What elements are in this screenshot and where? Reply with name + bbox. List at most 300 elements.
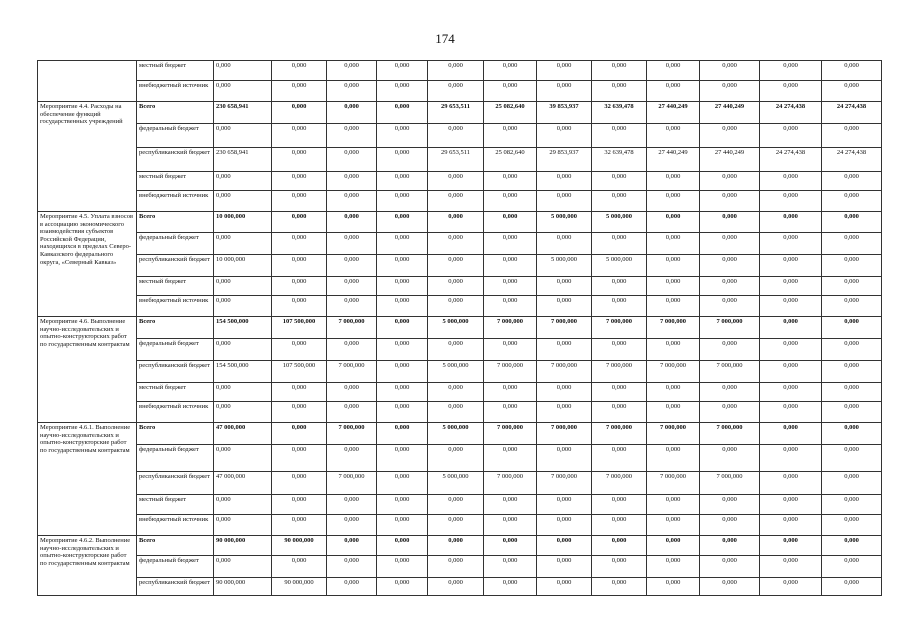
amount-cell: 107 500,000 xyxy=(272,317,327,339)
amount-cell: 0,000 xyxy=(377,255,428,277)
amount-cell: 0,000 xyxy=(647,578,700,596)
amount-cell: 90 000,000 xyxy=(214,578,272,596)
amount-cell: 0,000 xyxy=(822,172,882,191)
amount-cell: 0,000 xyxy=(428,578,484,596)
amount-cell: 7 000,000 xyxy=(537,423,592,445)
amount-cell: 0,000 xyxy=(760,124,822,148)
amount-cell: 0,000 xyxy=(377,81,428,102)
amount-cell: 0,000 xyxy=(700,233,760,255)
amount-cell: 24 274,438 xyxy=(822,102,882,124)
amount-cell: 0,000 xyxy=(377,578,428,596)
amount-cell: 0,000 xyxy=(272,495,327,515)
amount-cell: 0,000 xyxy=(377,423,428,445)
table-row xyxy=(38,277,882,296)
amount-cell: 0,000 xyxy=(428,212,484,233)
amount-cell: 0,000 xyxy=(700,277,760,296)
amount-cell: 0,000 xyxy=(272,61,327,81)
amount-cell: 0,000 xyxy=(537,536,592,556)
funding-source: внебюджетный источник xyxy=(137,402,214,423)
amount-cell: 0,000 xyxy=(822,402,882,423)
table-row xyxy=(38,402,882,423)
amount-cell: 5 000,000 xyxy=(428,472,484,495)
amount-cell: 0,000 xyxy=(822,556,882,578)
amount-cell: 0,000 xyxy=(537,515,592,536)
amount-cell: 0,000 xyxy=(327,172,377,191)
table-row xyxy=(38,423,882,445)
funding-source: республиканский бюджет xyxy=(137,255,214,277)
amount-cell: 0,000 xyxy=(537,445,592,472)
table-row xyxy=(38,296,882,317)
funding-source: Всего xyxy=(137,212,214,233)
amount-cell: 0,000 xyxy=(272,296,327,317)
table-row xyxy=(38,233,882,255)
funding-source: федеральный бюджет xyxy=(137,339,214,361)
amount-cell: 27 440,249 xyxy=(647,102,700,124)
amount-cell: 0,000 xyxy=(377,402,428,423)
amount-cell: 0,000 xyxy=(214,172,272,191)
amount-cell: 0,000 xyxy=(822,233,882,255)
amount-cell: 0,000 xyxy=(214,445,272,472)
table-row xyxy=(38,255,882,277)
funding-source: федеральный бюджет xyxy=(137,556,214,578)
amount-cell: 0,000 xyxy=(647,445,700,472)
amount-cell: 0,000 xyxy=(700,339,760,361)
amount-cell: 7 000,000 xyxy=(327,472,377,495)
amount-cell: 0,000 xyxy=(647,495,700,515)
amount-cell: 7 000,000 xyxy=(484,472,537,495)
amount-cell: 0,000 xyxy=(592,495,647,515)
amount-cell: 0,000 xyxy=(822,296,882,317)
amount-cell: 7 000,000 xyxy=(592,361,647,383)
amount-cell: 0,000 xyxy=(592,172,647,191)
amount-cell: 0,000 xyxy=(327,383,377,402)
amount-cell: 0,000 xyxy=(327,402,377,423)
amount-cell: 0,000 xyxy=(700,212,760,233)
amount-cell: 7 000,000 xyxy=(647,317,700,339)
funding-source: республиканский бюджет xyxy=(137,578,214,596)
table-row xyxy=(38,383,882,402)
amount-cell: 0,000 xyxy=(700,255,760,277)
amount-cell: 0,000 xyxy=(327,81,377,102)
amount-cell: 0,000 xyxy=(377,515,428,536)
amount-cell: 0,000 xyxy=(700,191,760,212)
funding-source: местный бюджет xyxy=(137,277,214,296)
amount-cell: 0,000 xyxy=(700,81,760,102)
funding-source: Всего xyxy=(137,423,214,445)
amount-cell: 0,000 xyxy=(214,296,272,317)
amount-cell: 0,000 xyxy=(428,445,484,472)
amount-cell: 5 000,000 xyxy=(428,423,484,445)
amount-cell: 0,000 xyxy=(272,472,327,495)
amount-cell: 0,000 xyxy=(760,402,822,423)
amount-cell: 0,000 xyxy=(272,339,327,361)
amount-cell: 154 500,000 xyxy=(214,361,272,383)
amount-cell: 0,000 xyxy=(377,556,428,578)
amount-cell: 0,000 xyxy=(484,402,537,423)
amount-cell: 0,000 xyxy=(377,361,428,383)
funding-source: федеральный бюджет xyxy=(137,233,214,255)
amount-cell: 0,000 xyxy=(822,317,882,339)
amount-cell: 0,000 xyxy=(272,124,327,148)
amount-cell: 0,000 xyxy=(377,339,428,361)
amount-cell: 0,000 xyxy=(428,556,484,578)
amount-cell: 0,000 xyxy=(377,172,428,191)
amount-cell: 5 000,000 xyxy=(592,255,647,277)
amount-cell: 7 000,000 xyxy=(537,472,592,495)
amount-cell: 7 000,000 xyxy=(700,423,760,445)
funding-source: федеральный бюджет xyxy=(137,445,214,472)
amount-cell: 0,000 xyxy=(700,296,760,317)
funding-source: внебюджетный источник xyxy=(137,515,214,536)
amount-cell: 5 000,000 xyxy=(428,317,484,339)
amount-cell: 0,000 xyxy=(700,536,760,556)
amount-cell: 0,000 xyxy=(760,233,822,255)
amount-cell: 90 000,000 xyxy=(214,536,272,556)
amount-cell: 0,000 xyxy=(760,515,822,536)
amount-cell: 0,000 xyxy=(822,445,882,472)
amount-cell: 0,000 xyxy=(647,277,700,296)
amount-cell: 0,000 xyxy=(272,172,327,191)
amount-cell: 32 639,478 xyxy=(592,148,647,172)
amount-cell: 0,000 xyxy=(272,191,327,212)
amount-cell: 0,000 xyxy=(272,255,327,277)
amount-cell: 0,000 xyxy=(647,536,700,556)
amount-cell: 0,000 xyxy=(428,296,484,317)
amount-cell: 0,000 xyxy=(214,339,272,361)
amount-cell: 0,000 xyxy=(700,515,760,536)
amount-cell: 0,000 xyxy=(484,233,537,255)
activity-name: Мероприятие 4.6.2. Выполнение научно-исследовательских и опытно-конструкторские работ по государственным контрактам xyxy=(38,536,137,596)
amount-cell: 7 000,000 xyxy=(592,317,647,339)
amount-cell: 0,000 xyxy=(592,383,647,402)
amount-cell: 0,000 xyxy=(428,61,484,81)
amount-cell: 0,000 xyxy=(428,191,484,212)
amount-cell: 0,000 xyxy=(272,402,327,423)
amount-cell: 0,000 xyxy=(327,255,377,277)
amount-cell: 0,000 xyxy=(214,556,272,578)
amount-cell: 0,000 xyxy=(484,556,537,578)
amount-cell: 7 000,000 xyxy=(327,317,377,339)
amount-cell: 0,000 xyxy=(760,495,822,515)
amount-cell: 0,000 xyxy=(327,148,377,172)
table-row xyxy=(38,317,882,339)
table-row xyxy=(38,148,882,172)
funding-source: местный бюджет xyxy=(137,61,214,81)
amount-cell: 0,000 xyxy=(592,233,647,255)
amount-cell: 0,000 xyxy=(484,61,537,81)
amount-cell: 0,000 xyxy=(214,61,272,81)
activity-name: Мероприятие 4.6. Выполнение научно-исследовательских и опытно-конструкторских работ по государственным контрактам xyxy=(38,317,137,423)
amount-cell: 0,000 xyxy=(272,277,327,296)
amount-cell: 0,000 xyxy=(822,255,882,277)
amount-cell: 0,000 xyxy=(537,191,592,212)
amount-cell: 0,000 xyxy=(537,296,592,317)
amount-cell: 0,000 xyxy=(484,81,537,102)
amount-cell: 0,000 xyxy=(484,296,537,317)
amount-cell: 7 000,000 xyxy=(592,472,647,495)
amount-cell: 0,000 xyxy=(214,515,272,536)
amount-cell: 7 000,000 xyxy=(700,472,760,495)
budget-table xyxy=(37,60,882,596)
amount-cell: 0,000 xyxy=(272,423,327,445)
amount-cell: 0,000 xyxy=(484,495,537,515)
amount-cell: 0,000 xyxy=(647,212,700,233)
amount-cell: 0,000 xyxy=(327,102,377,124)
amount-cell: 0,000 xyxy=(537,277,592,296)
amount-cell: 0,000 xyxy=(700,172,760,191)
amount-cell: 0,000 xyxy=(760,361,822,383)
amount-cell: 0,000 xyxy=(214,402,272,423)
amount-cell: 24 274,438 xyxy=(760,148,822,172)
amount-cell: 0,000 xyxy=(428,81,484,102)
amount-cell: 0,000 xyxy=(272,515,327,536)
activity-name xyxy=(38,61,137,102)
amount-cell: 0,000 xyxy=(537,124,592,148)
amount-cell: 0,000 xyxy=(377,445,428,472)
amount-cell: 0,000 xyxy=(377,212,428,233)
amount-cell: 0,000 xyxy=(647,61,700,81)
amount-cell: 7 000,000 xyxy=(700,317,760,339)
amount-cell: 0,000 xyxy=(377,233,428,255)
amount-cell: 0,000 xyxy=(537,339,592,361)
amount-cell: 0,000 xyxy=(647,296,700,317)
amount-cell: 0,000 xyxy=(592,578,647,596)
amount-cell: 0,000 xyxy=(272,383,327,402)
amount-cell: 0,000 xyxy=(484,536,537,556)
table-row xyxy=(38,536,882,556)
amount-cell: 0,000 xyxy=(327,578,377,596)
amount-cell: 0,000 xyxy=(760,556,822,578)
amount-cell: 0,000 xyxy=(647,172,700,191)
amount-cell: 7 000,000 xyxy=(484,317,537,339)
amount-cell: 0,000 xyxy=(377,191,428,212)
amount-cell: 0,000 xyxy=(428,339,484,361)
activity-name: Мероприятие 4.4. Расходы на обеспечение функций государственных учреждений xyxy=(38,102,137,212)
table-row xyxy=(38,361,882,383)
activity-name: Мероприятие 4.6.1. Выполнение научно-исследовательских и опытно-конструкторские работ по государственным контрактам xyxy=(38,423,137,536)
amount-cell: 0,000 xyxy=(647,255,700,277)
funding-source: внебюджетный источник xyxy=(137,191,214,212)
amount-cell: 0,000 xyxy=(822,339,882,361)
amount-cell: 0,000 xyxy=(700,124,760,148)
amount-cell: 0,000 xyxy=(484,255,537,277)
amount-cell: 0,000 xyxy=(484,515,537,536)
amount-cell: 0,000 xyxy=(700,578,760,596)
amount-cell: 0,000 xyxy=(760,383,822,402)
amount-cell: 0,000 xyxy=(428,495,484,515)
amount-cell: 0,000 xyxy=(760,317,822,339)
amount-cell: 7 000,000 xyxy=(327,361,377,383)
amount-cell: 0,000 xyxy=(537,578,592,596)
table-row xyxy=(38,191,882,212)
amount-cell: 0,000 xyxy=(484,339,537,361)
amount-cell: 0,000 xyxy=(484,172,537,191)
amount-cell: 0,000 xyxy=(537,402,592,423)
amount-cell: 0,000 xyxy=(484,445,537,472)
amount-cell: 0,000 xyxy=(327,277,377,296)
amount-cell: 0,000 xyxy=(822,472,882,495)
amount-cell: 0,000 xyxy=(760,472,822,495)
amount-cell: 0,000 xyxy=(484,124,537,148)
amount-cell: 32 639,478 xyxy=(592,102,647,124)
amount-cell: 0,000 xyxy=(760,61,822,81)
funding-source: местный бюджет xyxy=(137,383,214,402)
amount-cell: 0,000 xyxy=(272,148,327,172)
amount-cell: 0,000 xyxy=(700,445,760,472)
table-row xyxy=(38,556,882,578)
amount-cell: 0,000 xyxy=(822,536,882,556)
amount-cell: 0,000 xyxy=(327,495,377,515)
amount-cell: 0,000 xyxy=(272,81,327,102)
amount-cell: 0,000 xyxy=(760,339,822,361)
amount-cell: 0,000 xyxy=(822,423,882,445)
amount-cell: 25 082,640 xyxy=(484,148,537,172)
amount-cell: 5 000,000 xyxy=(537,255,592,277)
funding-source: внебюджетный источник xyxy=(137,296,214,317)
amount-cell: 0,000 xyxy=(592,277,647,296)
amount-cell: 0,000 xyxy=(537,495,592,515)
amount-cell: 0,000 xyxy=(327,445,377,472)
amount-cell: 0,000 xyxy=(484,191,537,212)
amount-cell: 0,000 xyxy=(377,495,428,515)
amount-cell: 27 440,249 xyxy=(647,148,700,172)
amount-cell: 7 000,000 xyxy=(647,423,700,445)
amount-cell: 0,000 xyxy=(327,61,377,81)
amount-cell: 0,000 xyxy=(822,361,882,383)
table-row xyxy=(38,339,882,361)
funding-source: Всего xyxy=(137,317,214,339)
funding-source: внебюджетный источник xyxy=(137,81,214,102)
amount-cell: 0,000 xyxy=(214,383,272,402)
amount-cell: 0,000 xyxy=(647,339,700,361)
table-row xyxy=(38,212,882,233)
table-row xyxy=(38,578,882,596)
amount-cell: 47 000,000 xyxy=(214,423,272,445)
amount-cell: 0,000 xyxy=(377,61,428,81)
amount-cell: 7 000,000 xyxy=(484,361,537,383)
amount-cell: 0,000 xyxy=(377,296,428,317)
amount-cell: 0,000 xyxy=(822,61,882,81)
amount-cell: 0,000 xyxy=(592,515,647,536)
amount-cell: 0,000 xyxy=(327,339,377,361)
amount-cell: 0,000 xyxy=(760,212,822,233)
amount-cell: 0,000 xyxy=(592,61,647,81)
amount-cell: 0,000 xyxy=(592,191,647,212)
amount-cell: 24 274,438 xyxy=(822,148,882,172)
amount-cell: 0,000 xyxy=(822,124,882,148)
amount-cell: 0,000 xyxy=(272,212,327,233)
amount-cell: 29 653,511 xyxy=(428,148,484,172)
funding-source: федеральный бюджет xyxy=(137,124,214,148)
amount-cell: 0,000 xyxy=(700,61,760,81)
amount-cell: 0,000 xyxy=(822,515,882,536)
amount-cell: 0,000 xyxy=(537,61,592,81)
amount-cell: 0,000 xyxy=(428,124,484,148)
amount-cell: 0,000 xyxy=(760,191,822,212)
amount-cell: 7 000,000 xyxy=(592,423,647,445)
amount-cell: 0,000 xyxy=(537,233,592,255)
amount-cell: 0,000 xyxy=(592,339,647,361)
amount-cell: 0,000 xyxy=(537,172,592,191)
amount-cell: 0,000 xyxy=(700,383,760,402)
amount-cell: 0,000 xyxy=(327,212,377,233)
funding-source: Всего xyxy=(137,102,214,124)
amount-cell: 0,000 xyxy=(377,317,428,339)
amount-cell: 0,000 xyxy=(592,81,647,102)
amount-cell: 0,000 xyxy=(214,233,272,255)
funding-source: местный бюджет xyxy=(137,172,214,191)
table-row xyxy=(38,515,882,536)
table-row xyxy=(38,495,882,515)
activity-name: Мероприятие 4.5. Уплата взносов в ассоциацию экономического взаимодействия субъектов Российской Федерации, находящихся в пределах Северо-Кавказского федерального округа, «Северный Кавказ» xyxy=(38,212,137,317)
amount-cell: 0,000 xyxy=(428,383,484,402)
funding-source: республиканский бюджет xyxy=(137,148,214,172)
amount-cell: 0,000 xyxy=(592,402,647,423)
amount-cell: 0,000 xyxy=(760,578,822,596)
table-row xyxy=(38,445,882,472)
amount-cell: 0,000 xyxy=(484,212,537,233)
amount-cell: 7 000,000 xyxy=(647,361,700,383)
amount-cell: 0,000 xyxy=(647,556,700,578)
amount-cell: 0,000 xyxy=(272,233,327,255)
funding-source: Всего xyxy=(137,536,214,556)
amount-cell: 0,000 xyxy=(377,148,428,172)
amount-cell: 0,000 xyxy=(428,515,484,536)
amount-cell: 0,000 xyxy=(327,556,377,578)
amount-cell: 24 274,438 xyxy=(760,102,822,124)
amount-cell: 154 500,000 xyxy=(214,317,272,339)
amount-cell: 0,000 xyxy=(647,402,700,423)
amount-cell: 0,000 xyxy=(428,255,484,277)
amount-cell: 0,000 xyxy=(647,233,700,255)
amount-cell: 0,000 xyxy=(428,233,484,255)
amount-cell: 0,000 xyxy=(214,277,272,296)
funding-source: республиканский бюджет xyxy=(137,472,214,495)
amount-cell: 0,000 xyxy=(760,445,822,472)
amount-cell: 0,000 xyxy=(822,578,882,596)
amount-cell: 10 000,000 xyxy=(214,255,272,277)
amount-cell: 0,000 xyxy=(760,536,822,556)
amount-cell: 0,000 xyxy=(592,556,647,578)
amount-cell: 0,000 xyxy=(428,277,484,296)
amount-cell: 0,000 xyxy=(377,472,428,495)
amount-cell: 0,000 xyxy=(377,277,428,296)
amount-cell: 0,000 xyxy=(822,212,882,233)
funding-source: местный бюджет xyxy=(137,495,214,515)
amount-cell: 0,000 xyxy=(700,556,760,578)
amount-cell: 0,000 xyxy=(377,124,428,148)
amount-cell: 0,000 xyxy=(537,556,592,578)
amount-cell: 107 500,000 xyxy=(272,361,327,383)
amount-cell: 0,000 xyxy=(214,191,272,212)
amount-cell: 90 000,000 xyxy=(272,536,327,556)
table-row xyxy=(38,102,882,124)
amount-cell: 0,000 xyxy=(428,536,484,556)
amount-cell: 25 082,640 xyxy=(484,102,537,124)
amount-cell: 0,000 xyxy=(327,536,377,556)
amount-cell: 0,000 xyxy=(822,383,882,402)
amount-cell: 7 000,000 xyxy=(647,472,700,495)
amount-cell: 0,000 xyxy=(272,556,327,578)
amount-cell: 90 000,000 xyxy=(272,578,327,596)
amount-cell: 0,000 xyxy=(327,124,377,148)
amount-cell: 0,000 xyxy=(760,172,822,191)
amount-cell: 0,000 xyxy=(592,536,647,556)
page-number: 174 xyxy=(435,31,455,46)
amount-cell: 5 000,000 xyxy=(537,212,592,233)
amount-cell: 0,000 xyxy=(822,81,882,102)
amount-cell: 29 653,511 xyxy=(428,102,484,124)
